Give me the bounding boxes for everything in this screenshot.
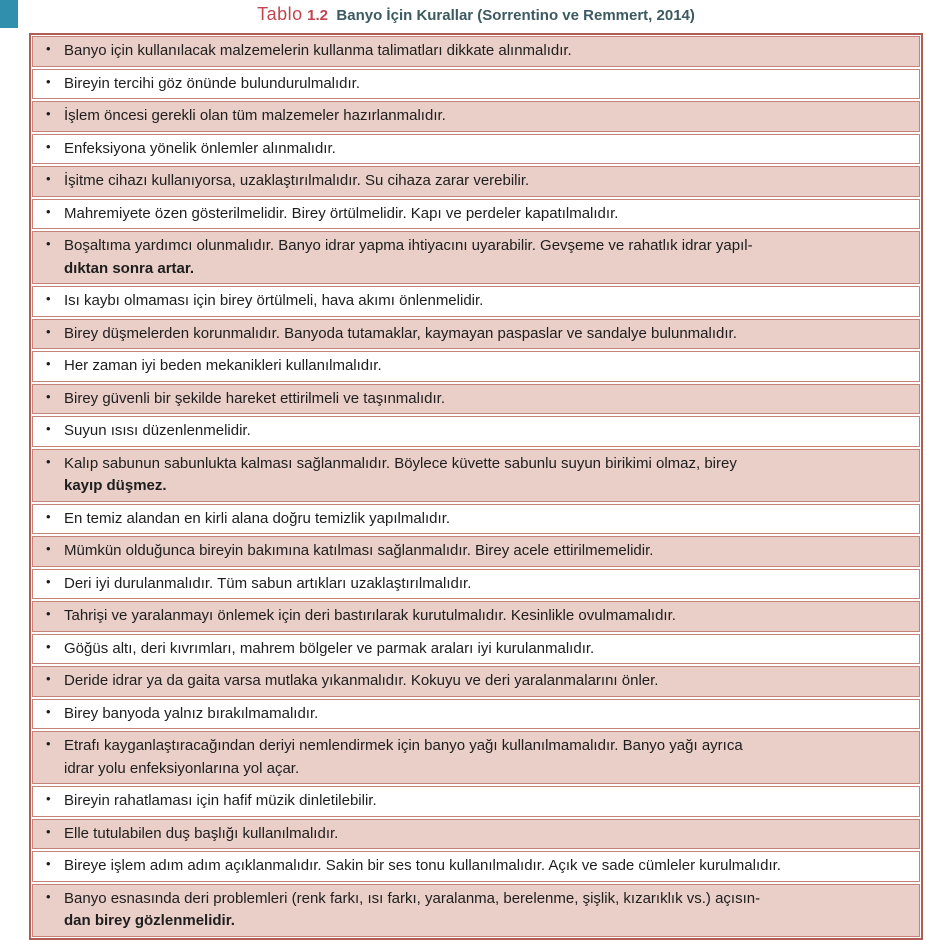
table-row (32, 286, 920, 317)
bullet-icon: • (46, 736, 51, 751)
rule-text: Bireyin tercihi göz önünde bulundurulmalıdır. (64, 74, 361, 92)
rule-text: Suyun ısısı düzenlenmelidir. (64, 422, 251, 439)
table-row (32, 199, 920, 230)
bullet-icon: • (46, 388, 51, 404)
bullet-icon: • (46, 606, 51, 621)
table-row (32, 319, 920, 350)
table-row (32, 819, 920, 850)
rule-text: İşitme cihazı kullanıyorsa, uzaklaştırılmalıdır. Su cihaza zarar verebilir. (64, 172, 530, 189)
rule-text: Etrafı kayganlaştıracağından deriyi nemlendirmek için banyo yağı kullanılmamalıdır. Banyo yağı ayrıca idrar yolu enfeksiyonlarına yol açar. (64, 737, 743, 777)
bullet-icon: • (46, 73, 51, 89)
table-row (32, 166, 920, 197)
table-row (32, 384, 920, 415)
table-row (32, 36, 920, 67)
table-row (32, 101, 920, 132)
bullet-icon: • (46, 703, 51, 719)
rule-text: Enfeksiyona yönelik önlemler alınmalıdır. (64, 139, 336, 157)
rule-text: Banyo için kullanılacak malzemelerin kullanma talimatları dikkate alınmalıdır. (64, 42, 572, 59)
bullet-icon: • (46, 671, 51, 686)
rule-text: Deride idrar ya da gaita varsa mutlaka yıkanmalıdır. Kokuyu ve deri yaralanmalarını önler. (64, 672, 659, 689)
rules-table (29, 33, 923, 940)
table-row (32, 231, 920, 284)
table-row (32, 351, 920, 382)
bullet-icon: • (46, 236, 51, 251)
teal-corner-mark (0, 0, 18, 28)
table-row (32, 666, 920, 697)
rule-text: En temiz alandan en kirli alana doğru temizlik yapılmalıdır. (64, 509, 451, 527)
table-caption-title: Banyo İçin Kurallar (Sorrentino ve Remmert, 2014) (336, 7, 695, 24)
table-row (32, 601, 920, 632)
table-row (32, 884, 920, 937)
table-row (32, 449, 920, 502)
rule-text: Mahremiyete özen gösterilmelidir. Birey örtülmelidir. Kapı ve perdeler kapatılmalıdır. (64, 204, 619, 222)
table-caption-prefix: Tablo (257, 4, 303, 24)
table-row (32, 634, 920, 665)
bullet-icon: • (46, 508, 51, 524)
rule-text: Tahrişi ve yaralanmayı önlemek için deri bastırılarak kurutulmalıdır. Kesinlikle ovulmamalıdır. (64, 607, 676, 624)
rule-text: Banyo esnasında deri problemleri (renk farkı, ısı farkı, yaralanma, berelenme, şişlik, kızarıklık vs.) açısın- dan birey gözlenmelidir. (64, 889, 761, 929)
table-row (32, 851, 920, 882)
bullet-icon: • (46, 41, 51, 56)
bullet-icon: • (46, 356, 51, 371)
bullet-icon: • (46, 541, 51, 556)
bullet-icon: • (46, 421, 51, 436)
rule-text: Bireye işlem adım adım açıklanmalıdır. Sakin bir ses tonu kullanılmalıdır. Açık ve sade cümleler kurulmalıdır. (64, 857, 781, 874)
rule-text: Bireyin rahatlaması için hafif müzik dinletilebilir. (64, 792, 377, 809)
bullet-icon: • (46, 203, 51, 219)
bullet-icon: • (46, 138, 51, 154)
rule-text: Isı kaybı olmaması için birey örtülmeli, hava akımı önlenmelidir. (64, 292, 484, 309)
bullet-icon: • (46, 291, 51, 306)
rule-text: Deri iyi durulanmalıdır. Tüm sabun artıkları uzaklaştırılmalıdır. (64, 574, 472, 592)
rule-text: Boşaltıma yardımcı olunmalıdır. Banyo idrar yapma ihtiyacını uyarabilir. Gevşeme ve rahatlık idrar yapıl- dıktan sonra artar. (64, 237, 753, 277)
bullet-icon: • (46, 323, 51, 339)
rule-text: Birey düşmelerden korunmalıdır. Banyoda tutamaklar, kaymayan paspaslar ve sandalye bulunmalıdır. (64, 324, 737, 342)
rule-text: Birey banyoda yalnız bırakılmamalıdır. (64, 704, 319, 722)
rule-text: Mümkün olduğunca bireyin bakımına katılması sağlanmalıdır. Birey acele ettirilmemelidir. (64, 542, 654, 559)
bullet-icon: • (46, 638, 51, 654)
bullet-icon: • (46, 856, 51, 871)
bullet-icon: • (46, 573, 51, 589)
table-row (32, 731, 920, 784)
rule-text: Göğüs altı, deri kıvrımları, mahrem bölgeler ve parmak araları iyi kurulanmalıdır. (64, 639, 595, 657)
table-caption-number: 1.2 (307, 7, 328, 24)
table-row (32, 699, 920, 730)
rule-text: Elle tutulabilen duş başlığı kullanılmalıdır. (64, 824, 339, 842)
table-row (32, 786, 920, 817)
bullet-icon: • (46, 171, 51, 186)
table-caption (29, 4, 923, 25)
bullet-icon: • (46, 791, 51, 806)
table-row (32, 569, 920, 600)
rule-text: Kalıp sabunun sabunlukta kalması sağlanmalıdır. Böylece küvette sabunlu suyun birikimi olmaz, birey kayıp düşmez. (64, 454, 737, 494)
bullet-icon: • (46, 888, 51, 904)
table-row (32, 416, 920, 447)
table-row (32, 134, 920, 165)
table-row (32, 504, 920, 535)
bullet-icon: • (46, 106, 51, 121)
rule-text: Birey güvenli bir şekilde hareket ettirilmeli ve taşınmalıdır. (64, 389, 445, 407)
bullet-icon: • (46, 453, 51, 469)
rule-text: İşlem öncesi gerekli olan tüm malzemeler hazırlanmalıdır. (64, 107, 446, 124)
table-row (32, 536, 920, 567)
bullet-icon: • (46, 823, 51, 839)
table-row (32, 69, 920, 100)
rule-text: Her zaman iyi beden mekanikleri kullanılmalıdır. (64, 357, 382, 374)
